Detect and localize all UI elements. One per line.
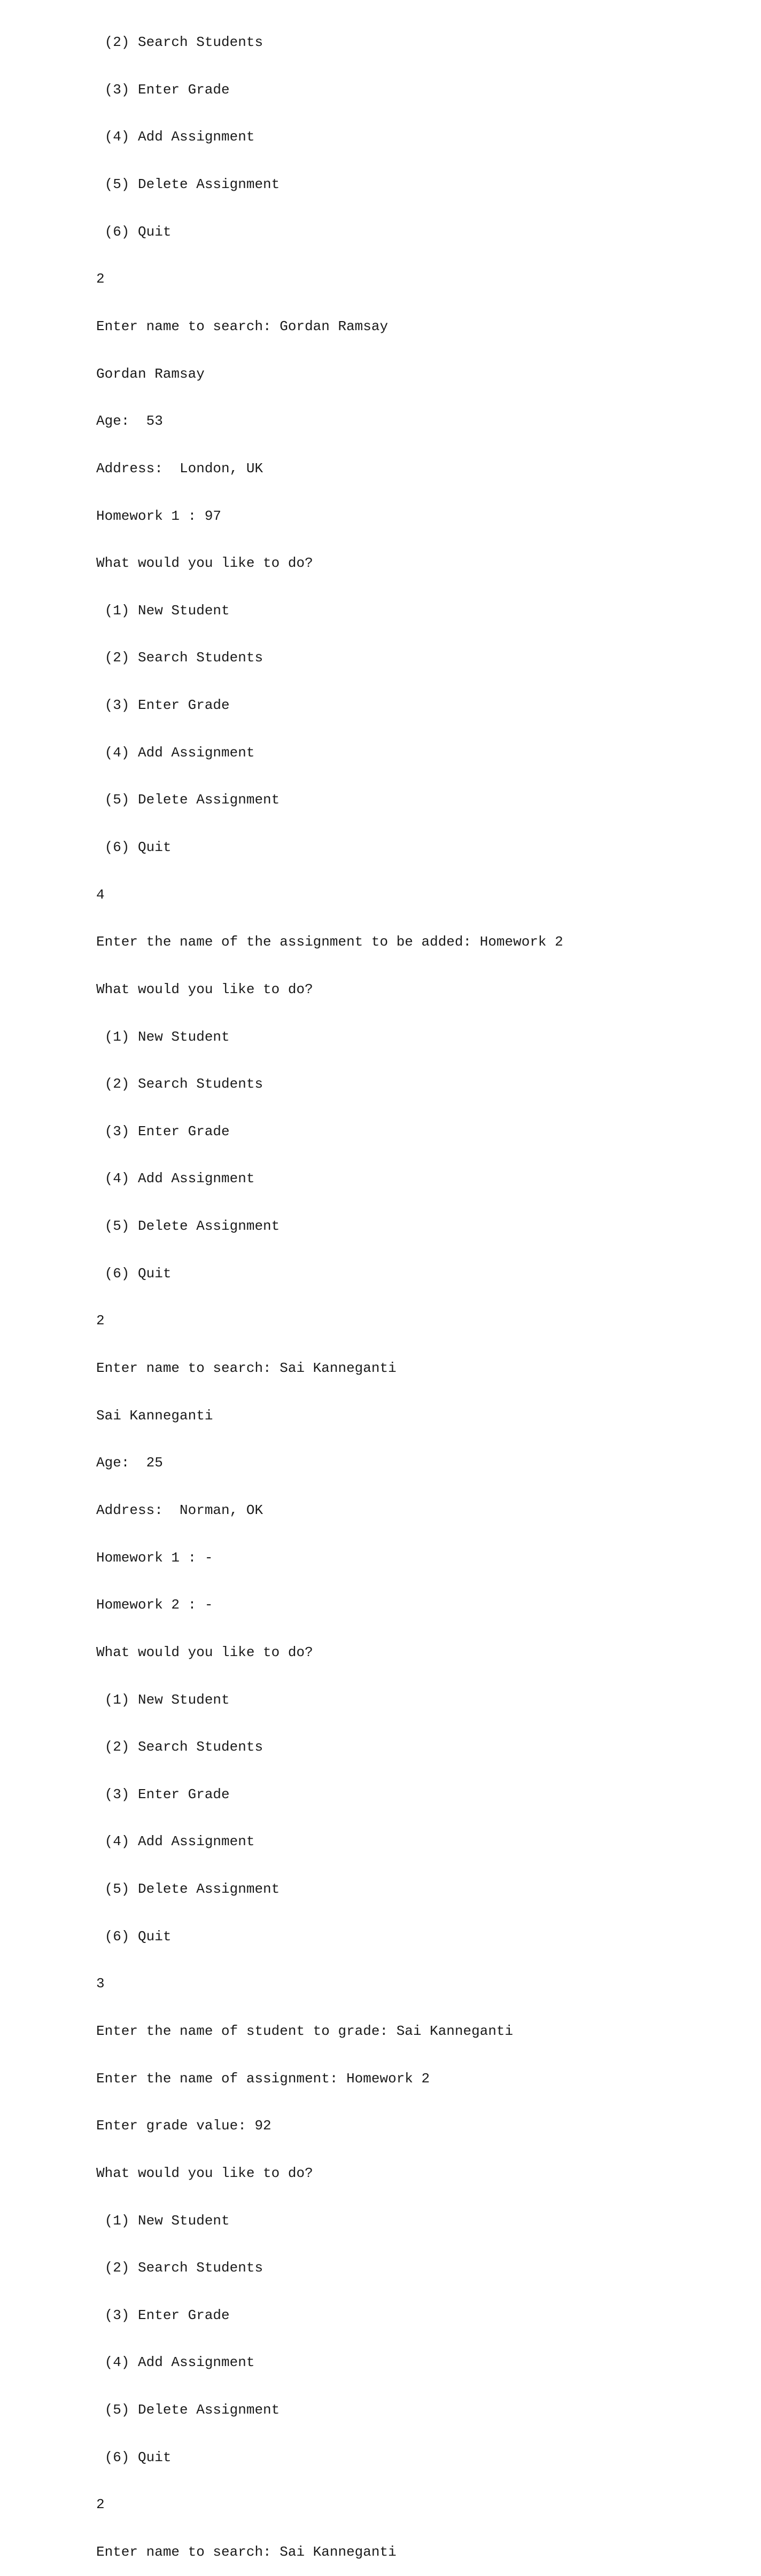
menu-option-new-student: (1) New Student — [96, 2212, 230, 2229]
student-address: Address: London, UK — [96, 460, 263, 477]
menu-option-search-students: (2) Search Students — [96, 1076, 263, 1092]
menu-option-quit: (6) Quit — [96, 839, 172, 855]
search-prompt: Enter name to search: Gordan Ramsay — [96, 318, 389, 334]
console-output — [96, 3, 750, 2576]
user-input-choice: 2 — [96, 271, 105, 287]
menu-option-quit: (6) Quit — [96, 1265, 172, 1282]
menu-option-quit: (6) Quit — [96, 2449, 172, 2465]
menu-prompt: What would you like to do? — [96, 981, 313, 997]
menu-option-add-assignment: (4) Add Assignment — [96, 129, 255, 145]
menu-prompt: What would you like to do? — [96, 2165, 313, 2181]
menu-option-search-students: (2) Search Students — [96, 34, 263, 51]
student-name: Gordan Ramsay — [96, 365, 205, 382]
student-grade-line: Homework 1 : - — [96, 1549, 213, 1566]
student-grade-line: Homework 1 : 97 — [96, 508, 222, 524]
menu-option-delete-assignment: (5) Delete Assignment — [96, 2402, 280, 2418]
menu-prompt: What would you like to do? — [96, 1644, 313, 1660]
menu-option-add-assignment: (4) Add Assignment — [96, 1833, 255, 1850]
student-name: Sai Kanneganti — [96, 1407, 213, 1424]
menu-option-delete-assignment: (5) Delete Assignment — [96, 792, 280, 808]
grade-assignment-prompt: Enter the name of assignment: Homework 2 — [96, 2070, 430, 2087]
menu-option-new-student: (1) New Student — [96, 1691, 230, 1708]
grade-student-prompt: Enter the name of student to grade: Sai Kanneganti — [96, 2023, 514, 2039]
grade-value-prompt: Enter grade value: 92 — [96, 2118, 271, 2134]
menu-option-add-assignment: (4) Add Assignment — [96, 1170, 255, 1187]
menu-option-quit: (6) Quit — [96, 223, 172, 240]
user-input-choice: 2 — [96, 2496, 105, 2513]
menu-option-delete-assignment: (5) Delete Assignment — [96, 1881, 280, 1898]
search-prompt: Enter name to search: Sai Kanneganti — [96, 2544, 397, 2561]
menu-prompt: What would you like to do? — [96, 555, 313, 572]
student-address: Address: Norman, OK — [96, 1502, 263, 1518]
user-input-choice: 3 — [96, 1976, 105, 1992]
user-input-choice: 4 — [96, 886, 105, 903]
student-age: Age: 53 — [96, 413, 163, 430]
menu-option-enter-grade: (3) Enter Grade — [96, 1123, 230, 1139]
menu-option-search-students: (2) Search Students — [96, 650, 263, 666]
menu-option-delete-assignment: (5) Delete Assignment — [96, 176, 280, 193]
student-age: Age: 25 — [96, 1455, 163, 1471]
menu-option-add-assignment: (4) Add Assignment — [96, 744, 255, 761]
menu-option-enter-grade: (3) Enter Grade — [96, 697, 230, 714]
menu-option-search-students: (2) Search Students — [96, 2260, 263, 2276]
add-assignment-prompt: Enter the name of the assignment to be added: Homework 2 — [96, 934, 563, 950]
menu-option-enter-grade: (3) Enter Grade — [96, 81, 230, 98]
menu-option-new-student: (1) New Student — [96, 1028, 230, 1045]
menu-option-search-students: (2) Search Students — [96, 1739, 263, 1755]
menu-option-quit: (6) Quit — [96, 1928, 172, 1945]
user-input-choice: 2 — [96, 1313, 105, 1329]
menu-option-enter-grade: (3) Enter Grade — [96, 1786, 230, 1802]
menu-option-new-student: (1) New Student — [96, 602, 230, 619]
search-prompt: Enter name to search: Sai Kanneganti — [96, 1360, 397, 1377]
menu-option-add-assignment: (4) Add Assignment — [96, 2354, 255, 2371]
menu-option-enter-grade: (3) Enter Grade — [96, 2307, 230, 2323]
menu-option-delete-assignment: (5) Delete Assignment — [96, 1218, 280, 1235]
student-grade-line: Homework 2 : - — [96, 1597, 213, 1613]
